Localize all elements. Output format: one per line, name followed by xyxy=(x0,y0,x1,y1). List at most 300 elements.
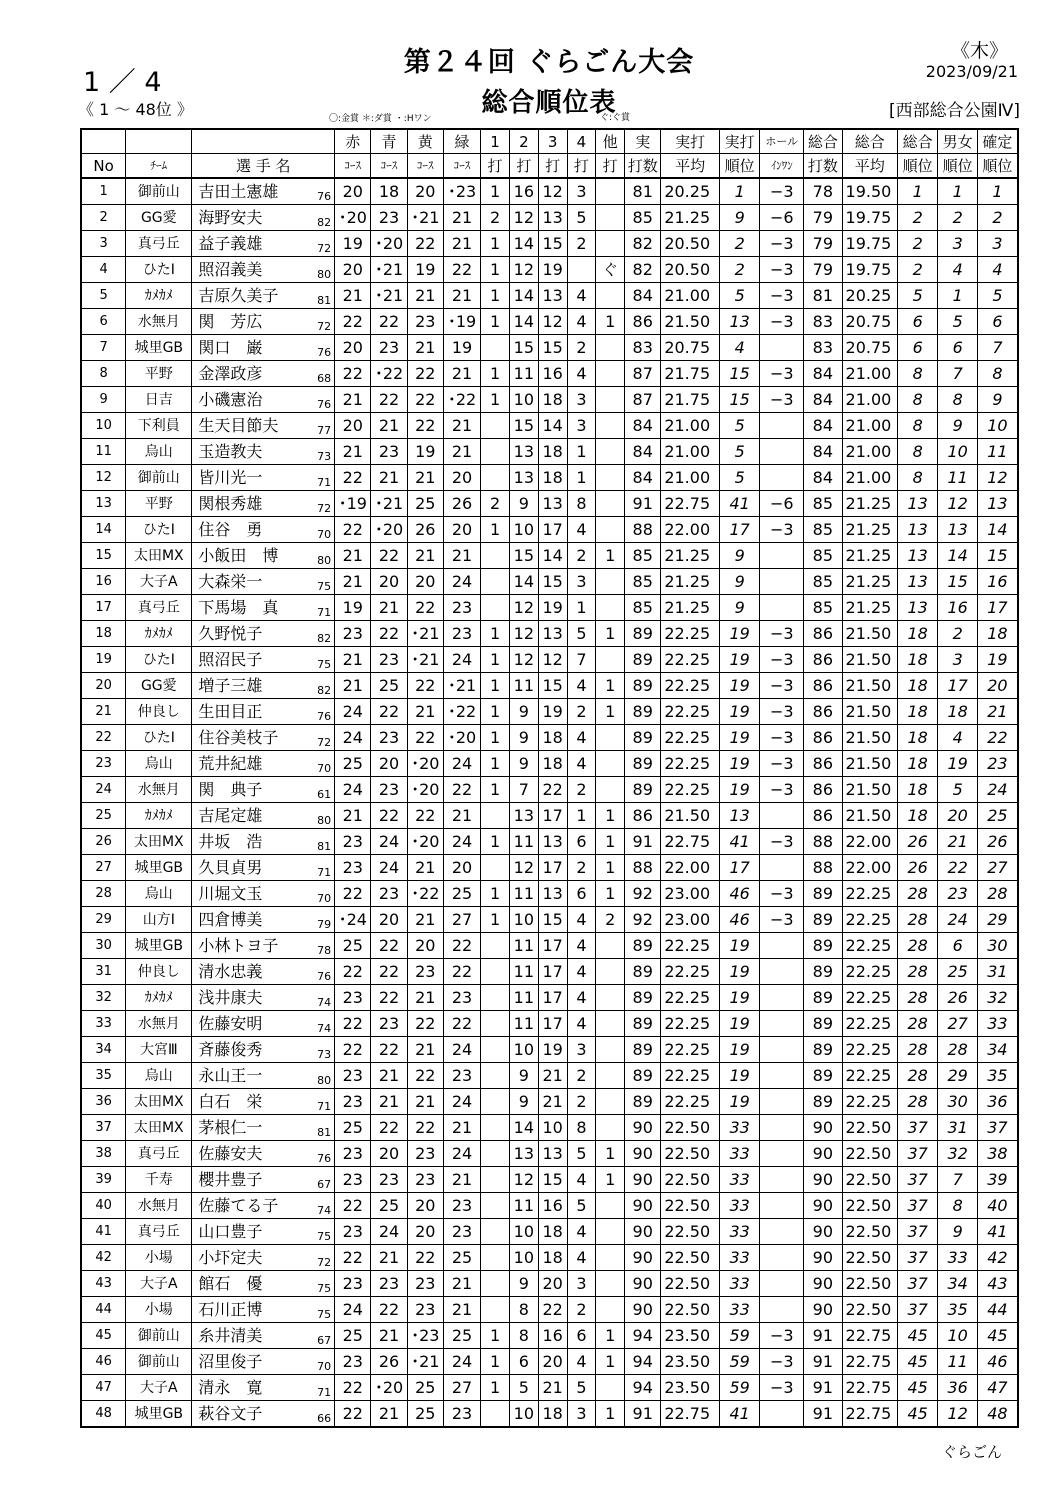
player-name: 糸井清美 xyxy=(198,1325,263,1345)
table-row xyxy=(81,1089,1018,1115)
score-cell: 94 xyxy=(625,1375,661,1401)
score-cell: 4 xyxy=(977,257,1018,283)
score-cell: 23 xyxy=(371,881,407,907)
score-cell: 8 xyxy=(938,387,977,413)
player-name: 関 芳広 xyxy=(198,311,263,331)
score-cell: 3 xyxy=(567,1271,596,1297)
score-cell: 20 xyxy=(407,569,443,595)
score-cell: 15 xyxy=(538,569,567,595)
table-row xyxy=(81,465,1018,491)
player-age: 71 xyxy=(317,606,332,619)
score-cell: 21 xyxy=(538,1089,567,1115)
score-cell: 86 xyxy=(804,725,842,751)
score-cell: 12 xyxy=(538,178,567,205)
player-name-cell xyxy=(192,1037,335,1063)
score-cell: 13 xyxy=(509,1141,538,1167)
score-cell: 22.50 xyxy=(842,1141,897,1167)
score-cell: 19 xyxy=(443,335,480,361)
score-cell: 1 xyxy=(481,829,510,855)
team-name: 大宮Ⅲ xyxy=(126,1037,192,1063)
score-cell: 1 xyxy=(481,751,510,777)
score-cell: 9 xyxy=(719,205,760,231)
score-cell xyxy=(596,465,625,491)
score-cell: 22 xyxy=(407,231,443,257)
score-cell: 22 xyxy=(335,517,371,543)
score-cell: 33 xyxy=(719,1141,760,1167)
score-cell: 25 xyxy=(407,491,443,517)
score-cell: 2 xyxy=(567,1297,596,1323)
score-cell: 23 xyxy=(335,621,371,647)
score-cell: 23 xyxy=(335,1141,371,1167)
player-name-cell xyxy=(192,465,335,491)
player-name: 沼里俊子 xyxy=(198,1351,263,1371)
score-cell xyxy=(596,1245,625,1271)
score-cell: 22.00 xyxy=(842,829,897,855)
team-name: 平野 xyxy=(126,491,192,517)
rank-number: 36 xyxy=(81,1089,126,1115)
table-row xyxy=(81,699,1018,725)
score-cell: 89 xyxy=(625,777,661,803)
score-cell: 1 xyxy=(481,309,510,335)
score-cell: 1 xyxy=(481,725,510,751)
score-cell: 22 xyxy=(407,387,443,413)
column-header-bottom: ｺｰｽ xyxy=(335,154,371,179)
score-cell: 4 xyxy=(567,985,596,1011)
score-cell: 24 xyxy=(443,647,480,673)
rank-number: 11 xyxy=(81,439,126,465)
score-cell: 21 xyxy=(371,1063,407,1089)
rank-number: 44 xyxy=(81,1297,126,1323)
award-legend: 〇:金賞 ＊:ダ賞 ・:Hワン xyxy=(329,114,432,124)
player-name: 浅井康夫 xyxy=(198,987,263,1007)
score-cell: 22 xyxy=(407,413,443,439)
score-cell xyxy=(481,465,510,491)
score-cell: 23 xyxy=(371,725,407,751)
score-cell: 11 xyxy=(509,829,538,855)
player-age: 70 xyxy=(317,762,332,775)
column-header-top: 総合 xyxy=(897,129,938,154)
score-cell: 81 xyxy=(625,178,661,205)
score-cell: 13 xyxy=(897,543,938,569)
score-cell: 22.25 xyxy=(842,881,897,907)
score-cell: 20 xyxy=(538,1271,567,1297)
score-cell: 8 xyxy=(897,465,938,491)
table-row xyxy=(81,491,1018,517)
score-cell: 20.75 xyxy=(661,335,720,361)
score-cell: 46 xyxy=(719,907,760,933)
score-cell: 19 xyxy=(407,439,443,465)
score-cell: 89 xyxy=(625,1037,661,1063)
score-cell: 20 xyxy=(443,465,480,491)
score-cell: 89 xyxy=(804,933,842,959)
score-cell: 6 xyxy=(897,309,938,335)
player-age: 77 xyxy=(317,424,332,437)
score-cell: 21 xyxy=(538,1375,567,1401)
score-cell: 20 xyxy=(407,178,443,205)
score-cell: 19 xyxy=(938,751,977,777)
team-name: 烏山 xyxy=(126,751,192,777)
column-header-bottom: ｺｰｽ xyxy=(443,154,480,179)
score-cell: 21.00 xyxy=(842,361,897,387)
player-name-cell xyxy=(192,855,335,881)
column-header-bottom: 平均 xyxy=(842,154,897,179)
score-cell: 37 xyxy=(897,1297,938,1323)
score-cell: 45 xyxy=(977,1323,1018,1349)
score-cell: 4 xyxy=(719,335,760,361)
score-cell: 13 xyxy=(509,439,538,465)
table-row xyxy=(81,1271,1018,1297)
team-name: 小場 xyxy=(126,1297,192,1323)
score-cell: 5 xyxy=(567,1141,596,1167)
player-name-cell xyxy=(192,257,335,283)
score-cell: 19 xyxy=(719,673,760,699)
score-cell xyxy=(596,985,625,1011)
score-cell xyxy=(481,335,510,361)
player-name-cell xyxy=(192,1271,335,1297)
score-cell: 45 xyxy=(897,1349,938,1375)
score-cell: 21 xyxy=(371,1245,407,1271)
player-age: 75 xyxy=(317,658,332,671)
score-cell: 20 xyxy=(443,517,480,543)
score-cell: 28 xyxy=(897,1089,938,1115)
score-cell: 2 xyxy=(567,855,596,881)
player-name: 萩谷文子 xyxy=(198,1403,263,1423)
team-name: 仲良し xyxy=(126,959,192,985)
rank-number: 21 xyxy=(81,699,126,725)
score-cell: 79 xyxy=(804,205,842,231)
rank-number: 22 xyxy=(81,725,126,751)
team-name: 山方Ⅰ xyxy=(126,907,192,933)
score-cell: 24 xyxy=(371,855,407,881)
score-cell: 85 xyxy=(625,543,661,569)
score-cell: 21.50 xyxy=(661,309,720,335)
score-cell: 27 xyxy=(977,855,1018,881)
team-name: ひたⅠ xyxy=(126,517,192,543)
score-cell: 18 xyxy=(897,777,938,803)
score-cell: 86 xyxy=(804,777,842,803)
score-cell: 20 xyxy=(371,1141,407,1167)
score-cell: 40 xyxy=(977,1193,1018,1219)
score-cell: 17 xyxy=(538,803,567,829)
score-cell xyxy=(760,1037,804,1063)
score-cell: 11 xyxy=(509,933,538,959)
score-cell: 46 xyxy=(719,881,760,907)
player-name-cell xyxy=(192,439,335,465)
score-cell xyxy=(596,491,625,517)
table-row xyxy=(81,335,1018,361)
player-name: 荒井紀雄 xyxy=(198,753,263,773)
team-name: ひたⅠ xyxy=(126,257,192,283)
column-header-bottom: 平均 xyxy=(661,154,720,179)
score-cell: 33 xyxy=(719,1167,760,1193)
score-cell: 94 xyxy=(625,1323,661,1349)
table-row xyxy=(81,387,1018,413)
score-cell: 85 xyxy=(625,595,661,621)
score-cell: 10 xyxy=(509,517,538,543)
score-cell: 11 xyxy=(509,673,538,699)
score-cell: 41 xyxy=(719,1401,760,1428)
score-cell: 3 xyxy=(567,178,596,205)
score-cell xyxy=(760,985,804,1011)
score-cell: 1 xyxy=(567,439,596,465)
score-cell: 22 xyxy=(371,699,407,725)
score-cell: 78 xyxy=(804,178,842,205)
score-cell: 89 xyxy=(625,1089,661,1115)
score-cell: 15 xyxy=(509,543,538,569)
score-cell: 17 xyxy=(538,959,567,985)
score-cell: −3 xyxy=(760,1323,804,1349)
rank-number: 30 xyxy=(81,933,126,959)
score-cell: 22.25 xyxy=(842,907,897,933)
score-cell xyxy=(481,1219,510,1245)
score-cell: 20 xyxy=(335,413,371,439)
player-age: 80 xyxy=(317,268,332,281)
player-age: 81 xyxy=(317,294,332,307)
score-cell: 25 xyxy=(938,959,977,985)
player-name: 関 典子 xyxy=(198,779,263,799)
score-cell: 1 xyxy=(481,881,510,907)
player-name: 住谷美枝子 xyxy=(198,727,279,747)
score-cell: 11 xyxy=(977,439,1018,465)
score-cell: 4 xyxy=(567,725,596,751)
score-cell: 1 xyxy=(481,257,510,283)
score-cell: 1 xyxy=(596,309,625,335)
player-name: 佐藤てる子 xyxy=(198,1195,279,1215)
score-cell: ･20 xyxy=(371,517,407,543)
score-cell: 22 xyxy=(371,1115,407,1141)
player-age: 81 xyxy=(317,1126,332,1139)
score-cell: 1 xyxy=(481,517,510,543)
score-cell xyxy=(596,1219,625,1245)
score-cell: 25 xyxy=(335,933,371,959)
rank-number: 7 xyxy=(81,335,126,361)
score-cell: 12 xyxy=(509,595,538,621)
score-cell: 36 xyxy=(938,1375,977,1401)
score-cell: 22.75 xyxy=(661,829,720,855)
score-cell: 21 xyxy=(371,1323,407,1349)
score-cell: 87 xyxy=(625,387,661,413)
score-cell: −6 xyxy=(760,205,804,231)
score-cell: 21 xyxy=(371,465,407,491)
score-cell: 2 xyxy=(596,907,625,933)
score-cell: 33 xyxy=(719,1297,760,1323)
rank-number: 34 xyxy=(81,1037,126,1063)
score-cell xyxy=(760,543,804,569)
score-cell: 15 xyxy=(509,335,538,361)
score-cell: 20.25 xyxy=(842,283,897,309)
score-cell: 22.50 xyxy=(842,1271,897,1297)
score-cell xyxy=(760,413,804,439)
rank-number: 24 xyxy=(81,777,126,803)
score-cell: 21 xyxy=(371,1401,407,1428)
score-cell xyxy=(481,985,510,1011)
score-cell: 21.25 xyxy=(842,491,897,517)
player-age: 72 xyxy=(317,320,332,333)
score-cell: ･20 xyxy=(371,231,407,257)
score-cell: 23 xyxy=(407,1271,443,1297)
score-cell: 4 xyxy=(938,725,977,751)
player-name-cell xyxy=(192,933,335,959)
score-cell: 22 xyxy=(371,959,407,985)
score-cell: 22.25 xyxy=(842,1011,897,1037)
player-name-cell xyxy=(192,178,335,205)
score-cell xyxy=(481,1063,510,1089)
column-header-bottom: 選 手 名 xyxy=(192,154,335,179)
team-name: 千寿 xyxy=(126,1167,192,1193)
score-cell: 81 xyxy=(804,283,842,309)
table-row xyxy=(81,647,1018,673)
score-cell: 22.25 xyxy=(661,777,720,803)
score-cell: 22.50 xyxy=(661,1297,720,1323)
player-name: 皆川光一 xyxy=(198,467,263,487)
score-cell: 22 xyxy=(335,881,371,907)
player-name-cell xyxy=(192,1011,335,1037)
player-age: 71 xyxy=(317,1100,332,1113)
score-cell: 20 xyxy=(335,257,371,283)
score-cell: 90 xyxy=(804,1297,842,1323)
rank-number: 3 xyxy=(81,231,126,257)
score-cell xyxy=(596,1271,625,1297)
score-cell: 23 xyxy=(407,309,443,335)
score-cell: 2 xyxy=(567,777,596,803)
rank-number: 9 xyxy=(81,387,126,413)
score-cell: 9 xyxy=(509,751,538,777)
score-cell: 14 xyxy=(509,1115,538,1141)
table-row xyxy=(81,1063,1018,1089)
score-cell: 2 xyxy=(481,205,510,231)
score-cell: −3 xyxy=(760,777,804,803)
score-cell: −3 xyxy=(760,725,804,751)
score-cell: 22.25 xyxy=(661,699,720,725)
score-cell xyxy=(481,1167,510,1193)
rank-number: 10 xyxy=(81,413,126,439)
score-cell: 47 xyxy=(977,1375,1018,1401)
score-cell: −3 xyxy=(760,621,804,647)
player-name-cell xyxy=(192,725,335,751)
score-cell: 26 xyxy=(371,1349,407,1375)
score-cell: 22.25 xyxy=(661,647,720,673)
score-cell: 28 xyxy=(977,881,1018,907)
score-cell: ･21 xyxy=(371,257,407,283)
score-cell: 21.50 xyxy=(842,647,897,673)
player-name-cell xyxy=(192,1375,335,1401)
player-name-cell xyxy=(192,309,335,335)
score-cell: 19 xyxy=(719,621,760,647)
player-name: 海野安夫 xyxy=(198,207,263,227)
score-cell: 7 xyxy=(567,647,596,673)
rank-number: 39 xyxy=(81,1167,126,1193)
rank-number: 1 xyxy=(81,178,126,205)
score-cell: 22.50 xyxy=(661,1193,720,1219)
score-cell: 23 xyxy=(443,1063,480,1089)
score-cell: 22 xyxy=(371,543,407,569)
score-cell: 10 xyxy=(509,907,538,933)
score-cell: 25 xyxy=(335,1115,371,1141)
score-cell: 89 xyxy=(625,985,661,1011)
score-cell: 41 xyxy=(977,1219,1018,1245)
score-cell: 8 xyxy=(897,439,938,465)
score-cell: 15 xyxy=(538,231,567,257)
score-cell: 11 xyxy=(509,1193,538,1219)
score-cell xyxy=(760,465,804,491)
player-name: 吉原久美子 xyxy=(198,285,279,305)
score-cell: 21.25 xyxy=(842,569,897,595)
score-cell: 1 xyxy=(596,673,625,699)
score-cell: ･21 xyxy=(443,673,480,699)
score-cell: 2 xyxy=(481,491,510,517)
score-cell: 2 xyxy=(977,205,1018,231)
score-cell: 23 xyxy=(407,959,443,985)
award-legend-gu: ぐ:ぐ賞 xyxy=(600,113,631,123)
score-cell: 18 xyxy=(897,725,938,751)
score-cell: 21.75 xyxy=(661,361,720,387)
score-cell: 10 xyxy=(938,439,977,465)
score-cell: 89 xyxy=(625,673,661,699)
score-cell: 14 xyxy=(538,543,567,569)
score-cell: 33 xyxy=(719,1219,760,1245)
score-cell: −3 xyxy=(760,361,804,387)
score-cell: 2 xyxy=(567,231,596,257)
score-cell: ･22 xyxy=(371,361,407,387)
score-cell: 1 xyxy=(481,361,510,387)
score-cell: 21.00 xyxy=(842,413,897,439)
score-cell: 19 xyxy=(719,1063,760,1089)
score-cell: 33 xyxy=(977,1011,1018,1037)
score-cell: 14 xyxy=(509,283,538,309)
score-cell xyxy=(596,1037,625,1063)
rank-number: 13 xyxy=(81,491,126,517)
score-cell: 7 xyxy=(977,335,1018,361)
score-cell xyxy=(596,335,625,361)
score-cell: 15 xyxy=(538,673,567,699)
score-cell: 90 xyxy=(804,1167,842,1193)
score-cell: ･23 xyxy=(407,1323,443,1349)
score-cell: ･19 xyxy=(443,309,480,335)
rank-number: 23 xyxy=(81,751,126,777)
score-cell: 88 xyxy=(625,855,661,881)
player-name-cell xyxy=(192,361,335,387)
score-cell: 19 xyxy=(719,985,760,1011)
score-cell: 19 xyxy=(719,1089,760,1115)
score-cell: 1 xyxy=(567,465,596,491)
score-cell: 24 xyxy=(335,777,371,803)
score-cell: 21.25 xyxy=(661,595,720,621)
score-cell: 25 xyxy=(443,1323,480,1349)
score-cell: 24 xyxy=(443,829,480,855)
team-name: 水無月 xyxy=(126,1011,192,1037)
score-cell: 11 xyxy=(509,959,538,985)
score-cell: 11 xyxy=(509,361,538,387)
rank-number: 43 xyxy=(81,1271,126,1297)
score-cell: −3 xyxy=(760,1375,804,1401)
column-header-bottom: 打数 xyxy=(625,154,661,179)
score-cell: 59 xyxy=(719,1323,760,1349)
table-row xyxy=(81,543,1018,569)
score-cell: 19 xyxy=(407,257,443,283)
score-cell: 24 xyxy=(443,1349,480,1375)
score-cell: 22.00 xyxy=(842,855,897,881)
score-cell xyxy=(481,1271,510,1297)
score-cell: 28 xyxy=(897,959,938,985)
score-cell: 22.25 xyxy=(842,1089,897,1115)
score-cell: 23 xyxy=(938,881,977,907)
table-row xyxy=(81,1193,1018,1219)
score-cell: 21 xyxy=(407,855,443,881)
column-header-top xyxy=(126,129,192,154)
player-name-cell xyxy=(192,1401,335,1428)
score-cell: 84 xyxy=(804,439,842,465)
score-cell: 23 xyxy=(371,1167,407,1193)
